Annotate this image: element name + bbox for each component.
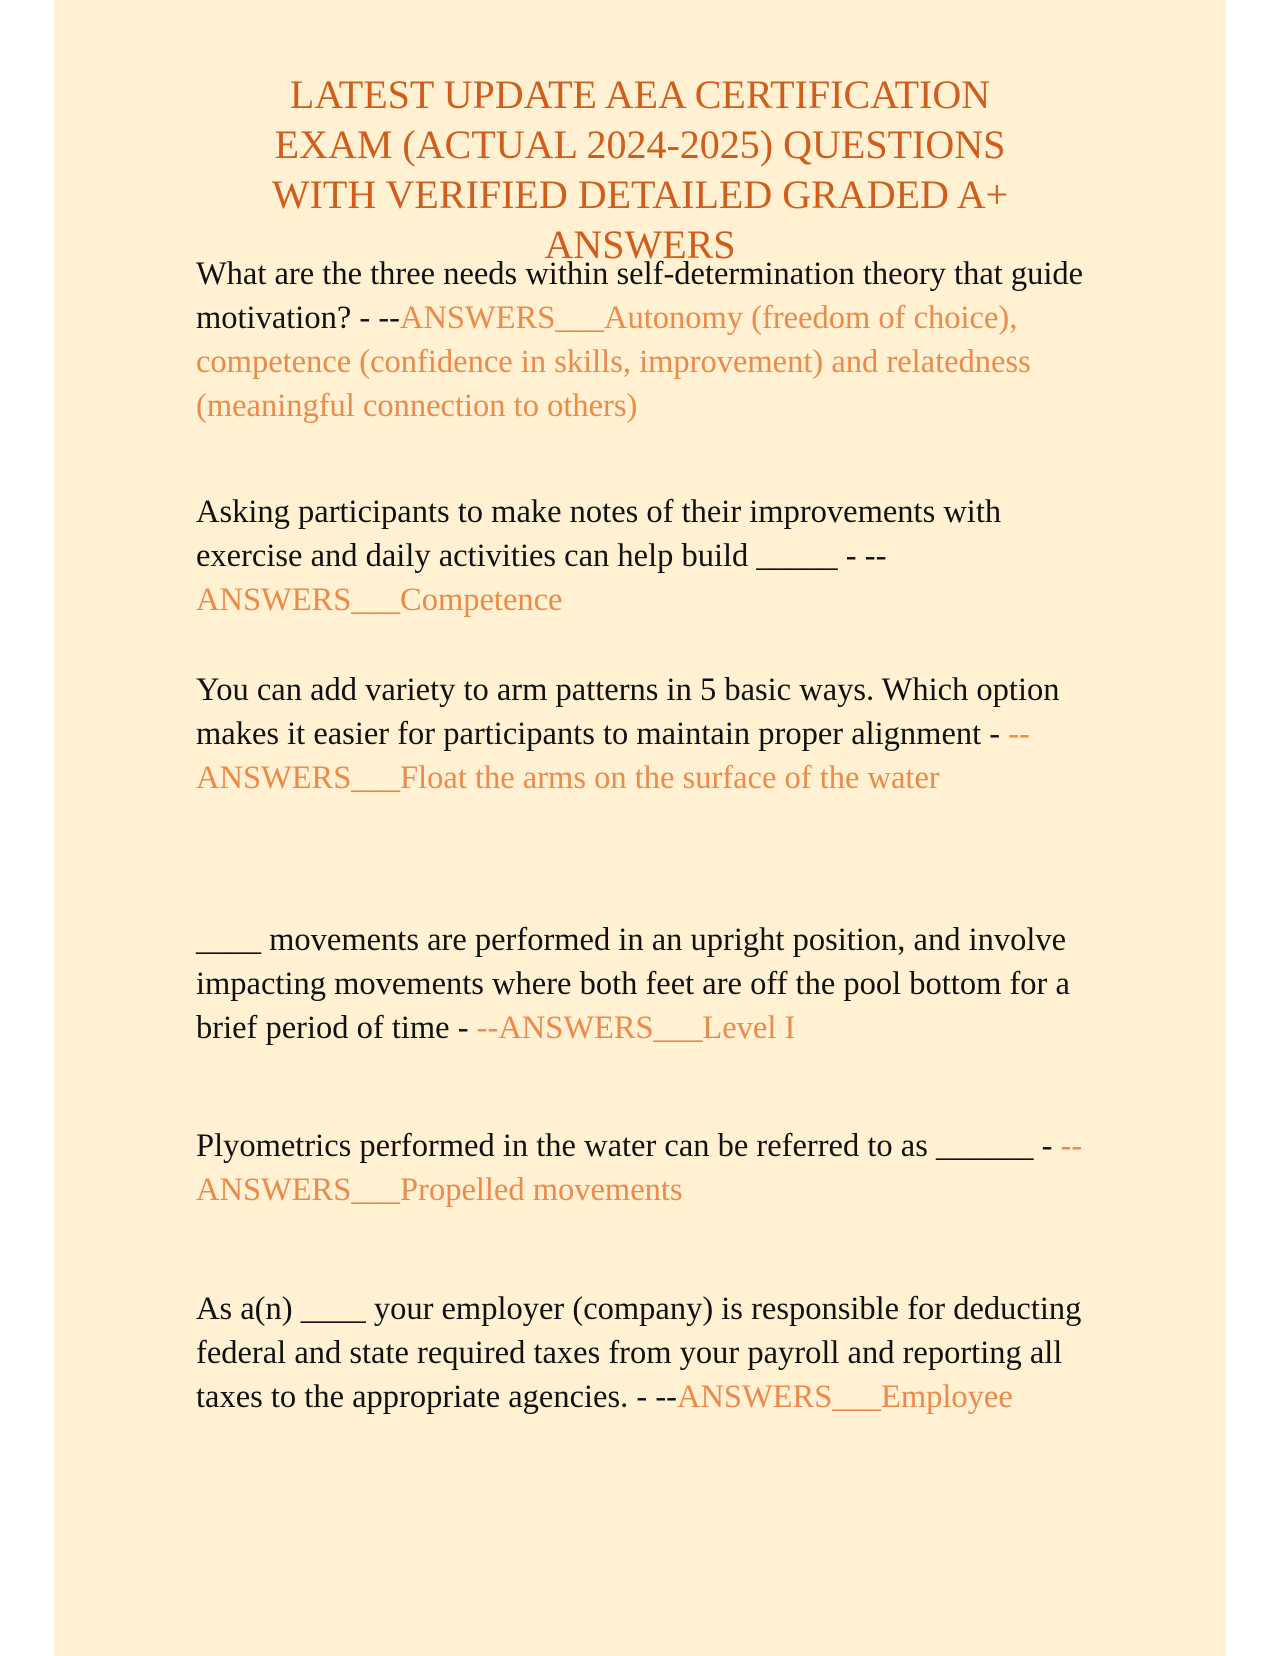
answer-text: --ANSWERS___Propelled movements: [196, 1128, 1083, 1208]
title-line: LATEST UPDATE AEA CERTIFICATION: [289, 72, 991, 117]
title-line: EXAM (ACTUAL 2024-2025) QUESTIONS: [274, 122, 1006, 167]
question-text: Asking participants to make notes of their improvements with exercise and daily activities can help build _____ - --: [196, 494, 1002, 574]
answer-text: ANSWERS___Competence: [196, 582, 563, 618]
qa-item: [196, 668, 1096, 800]
answer-text: ANSWERS___Employee: [676, 1379, 1013, 1415]
question-text: What are the three needs within self-determination theory that guide motivation? - --: [196, 256, 1084, 336]
qa-item: [196, 918, 1096, 1050]
answer-text: --ANSWERS___Level I: [476, 1010, 796, 1046]
title-line: WITH VERIFIED DETAILED GRADED A+: [271, 172, 1009, 217]
title-line: ANSWERS: [544, 222, 736, 267]
answer-text: ANSWERS___Autonomy (freedom of choice), competence (confidence in skills, improvement) and relatedness (meaningful connection to others): [196, 300, 1031, 424]
qa-item: [196, 1287, 1096, 1419]
qa-item: [196, 252, 1096, 428]
qa-item: [196, 1124, 1096, 1212]
document-page: [54, 0, 1226, 1656]
qa-item: [196, 490, 1096, 622]
question-text: As a(n) ____ your employer (company) is responsible for deducting federal and state required taxes from your payroll and reporting all taxes to the appropriate agencies. - --: [196, 1291, 1082, 1415]
question-text: Plyometrics performed in the water can be referred to as ______ -: [196, 1128, 1061, 1164]
question-text: ____ movements are performed in an upright position, and involve impacting movements where both feet are off the pool bottom for a brief period of time -: [196, 922, 1070, 1046]
answer-text: --ANSWERS___Float the arms on the surface of the water: [196, 716, 1030, 796]
question-text: You can add variety to arm patterns in 5 basic ways. Which option makes it easier for participants to maintain proper alignment -: [196, 672, 1060, 752]
document-title: [54, 70, 1226, 270]
